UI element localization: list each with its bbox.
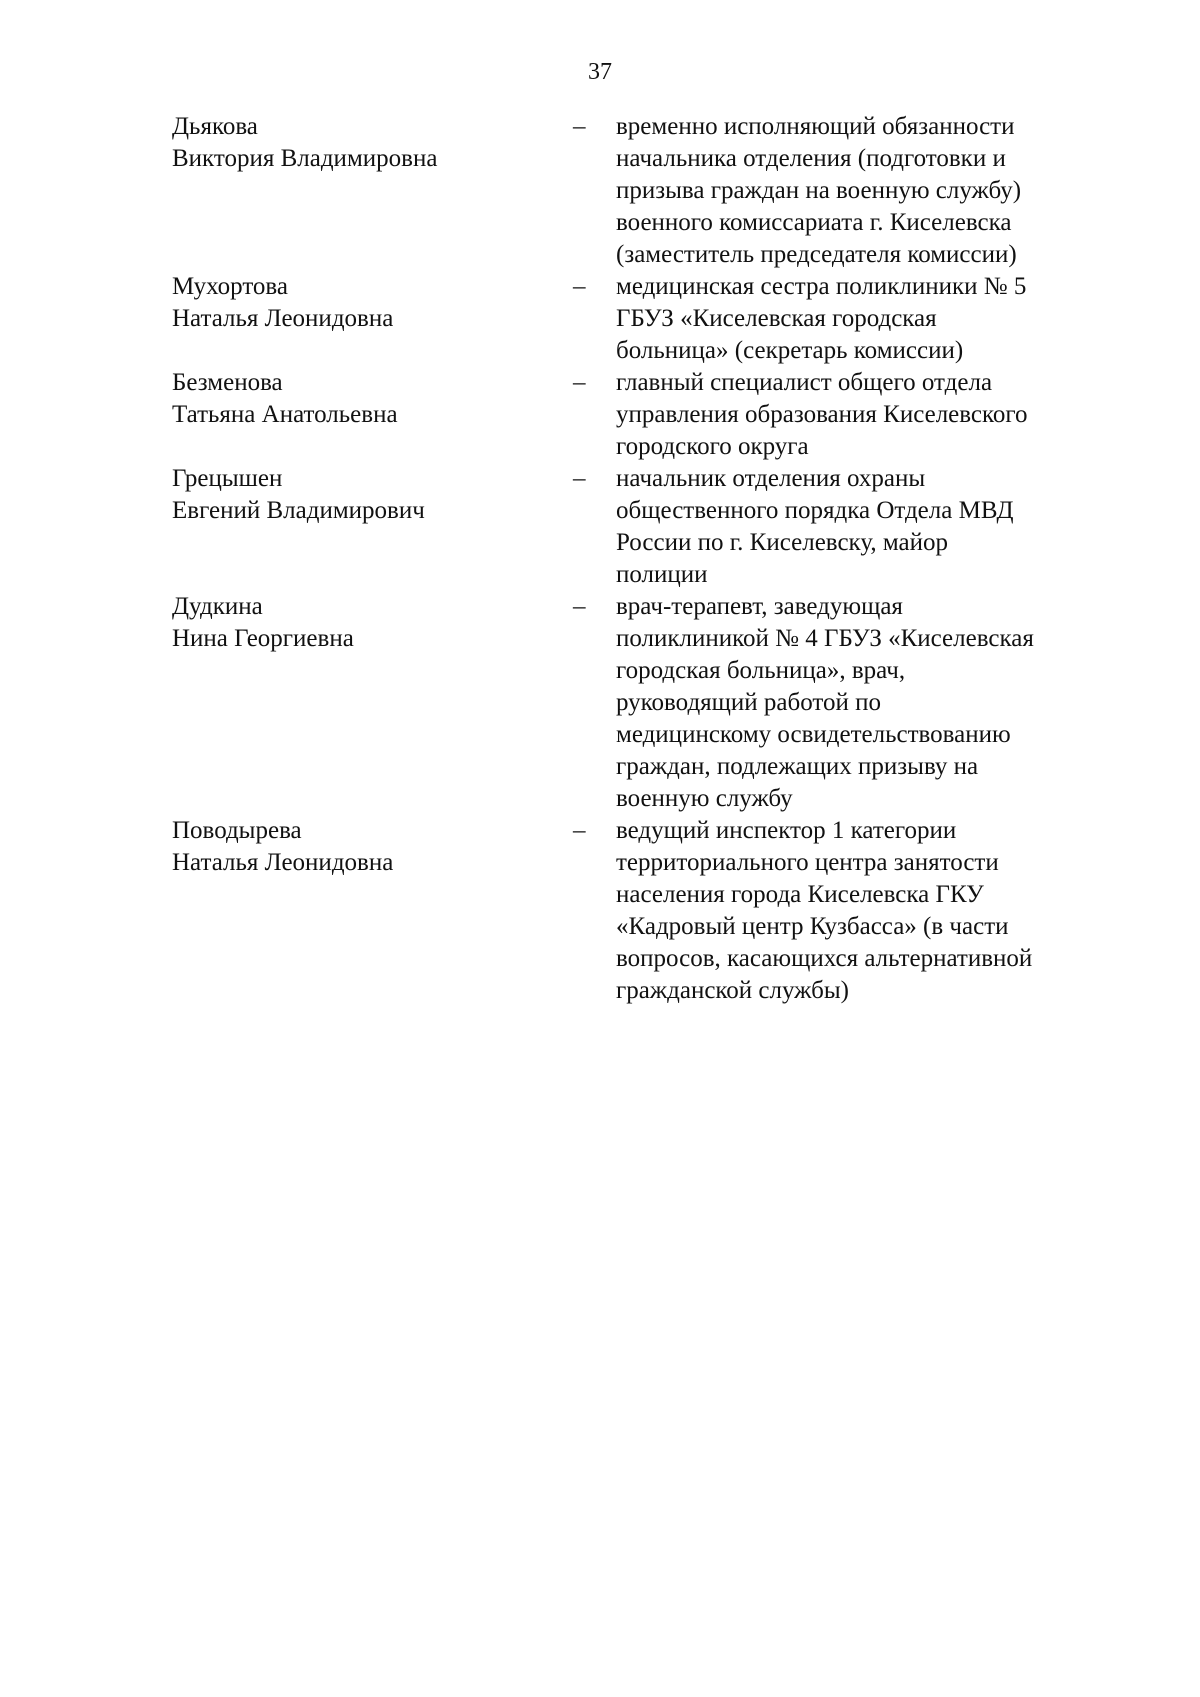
- member-dash: –: [573, 369, 586, 396]
- member-name: [172, 111, 552, 175]
- role-line: больница» (секретарь комиссии): [616, 337, 964, 364]
- member-dash: –: [573, 273, 586, 300]
- role-line: «Кадровый центр Кузбасса» (в части: [616, 913, 1009, 940]
- member-name: [172, 591, 552, 655]
- member-role: [616, 367, 1100, 463]
- role-line: врач-терапевт, заведующая: [616, 593, 903, 620]
- member-entry: [0, 591, 1200, 815]
- member-role: [616, 111, 1100, 271]
- role-line: руководящий работой по: [616, 689, 882, 716]
- role-line: населения города Киселевска ГКУ: [616, 881, 984, 908]
- role-line: военную службу: [616, 785, 793, 812]
- member-given-names: Евгений Владимирович: [172, 497, 425, 524]
- member-given-names: Татьяна Анатольевна: [172, 401, 398, 428]
- member-role: [616, 463, 1100, 591]
- role-line: территориального центра занятости: [616, 849, 999, 876]
- role-line: вопросов, касающихся альтернативной: [616, 945, 1033, 972]
- role-line: призыва граждан на военную службу): [616, 177, 1022, 204]
- member-given-names: Нина Георгиевна: [172, 625, 354, 652]
- member-surname: Грецышен: [172, 465, 283, 492]
- member-entry: [0, 463, 1200, 591]
- role-line: временно исполняющий обязанности: [616, 113, 1015, 140]
- role-line: общественного порядка Отдела МВД: [616, 497, 1014, 524]
- role-line: (заместитель председателя комиссии): [616, 241, 1017, 268]
- member-entry: [0, 815, 1200, 1007]
- role-line: управления образования Киселевского: [616, 401, 1028, 428]
- member-name: [172, 271, 552, 335]
- member-surname: Безменова: [172, 369, 283, 396]
- page-number: 37: [588, 59, 612, 85]
- member-given-names: Наталья Леонидовна: [172, 305, 394, 332]
- member-role: [616, 591, 1100, 815]
- role-line: военного комиссариата г. Киселевска: [616, 209, 1012, 236]
- member-role: [616, 815, 1100, 1007]
- member-entry: [0, 271, 1200, 367]
- member-role: [616, 271, 1100, 367]
- member-name: [172, 815, 552, 879]
- role-line: главный специалист общего отдела: [616, 369, 993, 396]
- member-given-names: Виктория Владимировна: [172, 145, 438, 172]
- role-line: медицинскому освидетельствованию: [616, 721, 1011, 748]
- role-line: начальника отделения (подготовки и: [616, 145, 1006, 172]
- role-line: ведущий инспектор 1 категории: [616, 817, 957, 844]
- role-line: гражданской службы): [616, 977, 849, 1004]
- role-line: поликлиникой № 4 ГБУЗ «Киселевская: [616, 625, 1034, 652]
- role-line: полиции: [616, 561, 708, 588]
- role-line: городского округа: [616, 433, 809, 460]
- member-surname: Поводырева: [172, 817, 302, 844]
- member-dash: –: [573, 465, 586, 492]
- member-dash: –: [573, 593, 586, 620]
- member-name: [172, 367, 552, 431]
- role-line: начальник отделения охраны: [616, 465, 926, 492]
- member-given-names: Наталья Леонидовна: [172, 849, 394, 876]
- role-line: граждан, подлежащих призыву на: [616, 753, 979, 780]
- member-entry: [0, 367, 1200, 463]
- role-line: ГБУЗ «Киселевская городская: [616, 305, 937, 332]
- member-dash: –: [573, 113, 586, 140]
- member-surname: Дьякова: [172, 113, 258, 140]
- role-line: медицинская сестра поликлиники № 5: [616, 273, 1027, 300]
- role-line: России по г. Киселевску, майор: [616, 529, 948, 556]
- member-name: [172, 463, 552, 527]
- member-entry: [0, 111, 1200, 271]
- member-dash: –: [573, 817, 586, 844]
- commission-members-list: [0, 111, 1200, 1007]
- member-surname: Дудкина: [172, 593, 263, 620]
- role-line: городская больница», врач,: [616, 657, 906, 684]
- member-surname: Мухортова: [172, 273, 288, 300]
